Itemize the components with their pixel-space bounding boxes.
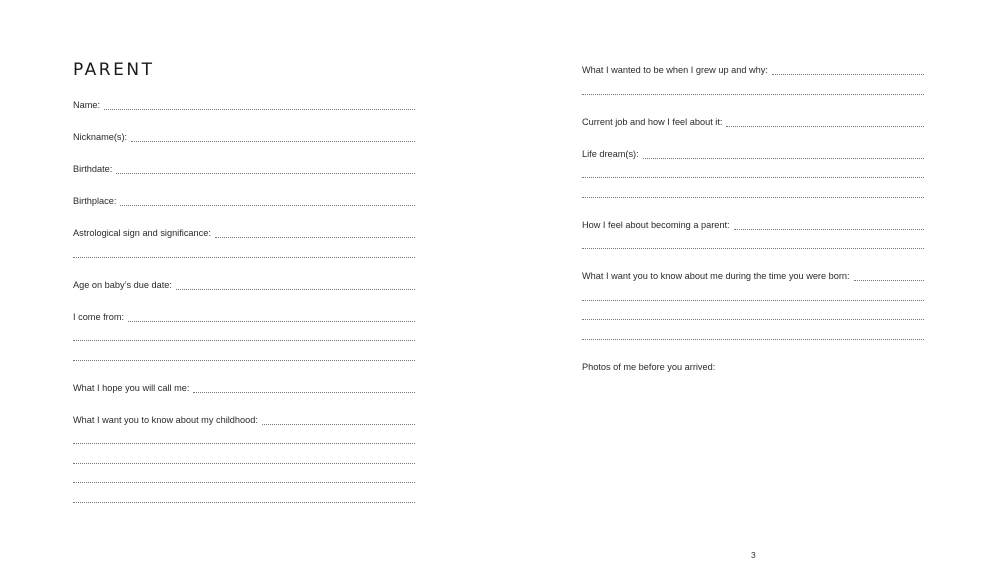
field-label: How I feel about becoming a parent: bbox=[582, 219, 730, 230]
field-age-on-babys-due-date[interactable] bbox=[73, 279, 415, 291]
fill-in-line[interactable] bbox=[73, 481, 415, 483]
fill-in-line-continued[interactable] bbox=[73, 492, 415, 504]
fill-in-line-continued[interactable] bbox=[73, 247, 415, 259]
field-current-job-and-how-i-feel-about-it[interactable] bbox=[582, 116, 924, 128]
fill-in-line-continued[interactable] bbox=[73, 330, 415, 342]
fill-in-line[interactable] bbox=[120, 204, 415, 206]
field-how-i-feel-about-becoming-a-parent[interactable] bbox=[582, 219, 924, 231]
fill-in-line[interactable] bbox=[73, 339, 415, 341]
field-label: Photos of me before you arrived: bbox=[582, 361, 716, 372]
field-astrological-sign-and-significance[interactable] bbox=[73, 227, 415, 239]
fill-in-line-continued[interactable] bbox=[582, 84, 924, 96]
field-label: Birthdate: bbox=[73, 164, 113, 174]
fill-in-line[interactable] bbox=[131, 140, 415, 142]
fill-in-line-continued[interactable] bbox=[582, 290, 924, 302]
field-photos-of-me-before-you-arrived[interactable] bbox=[582, 361, 924, 373]
fill-in-line[interactable] bbox=[582, 247, 924, 249]
field-label: Astrological sign and significance: bbox=[73, 228, 211, 238]
page-title: PARENT bbox=[73, 60, 155, 80]
page-number: 3 bbox=[751, 550, 756, 560]
fill-in-line[interactable] bbox=[582, 176, 924, 178]
fill-in-line-continued[interactable] bbox=[73, 350, 415, 362]
field-label: What I want you to know about my childhood: bbox=[73, 414, 258, 425]
fill-in-line-continued[interactable] bbox=[73, 433, 415, 445]
fill-in-line-continued[interactable] bbox=[582, 309, 924, 321]
field-i-come-from[interactable] bbox=[73, 311, 415, 323]
fill-in-line[interactable] bbox=[104, 108, 415, 110]
field-label: What I hope you will call me: bbox=[73, 382, 190, 393]
fill-in-line[interactable] bbox=[215, 236, 415, 238]
field-birthplace[interactable] bbox=[73, 195, 415, 207]
fill-in-line[interactable] bbox=[582, 93, 924, 95]
fill-in-line[interactable] bbox=[176, 288, 415, 290]
fill-in-line[interactable] bbox=[128, 320, 415, 322]
field-label: Name: bbox=[73, 100, 101, 110]
field-label: Birthplace: bbox=[73, 196, 117, 206]
field-label: Age on baby’s due date: bbox=[73, 279, 172, 290]
fill-in-line-continued[interactable] bbox=[582, 187, 924, 199]
field-nickname-s[interactable] bbox=[73, 131, 415, 143]
fill-in-line[interactable] bbox=[643, 157, 924, 159]
field-what-i-wanted-to-be-when-i-grew-up-and-why[interactable] bbox=[582, 64, 924, 76]
field-label: What I wanted to be when I grew up and why: bbox=[582, 65, 768, 75]
field-label: Current job and how I feel about it: bbox=[582, 116, 723, 127]
field-birthdate[interactable] bbox=[73, 163, 415, 175]
fill-in-line-continued[interactable] bbox=[582, 238, 924, 250]
fill-in-line-continued[interactable] bbox=[73, 472, 415, 484]
fill-in-line[interactable] bbox=[73, 256, 415, 258]
fill-in-line-continued[interactable] bbox=[73, 453, 415, 465]
fill-in-line[interactable] bbox=[582, 196, 924, 198]
field-what-i-hope-you-will-call-me[interactable] bbox=[73, 382, 415, 394]
fill-in-line[interactable] bbox=[734, 228, 924, 230]
fill-in-line[interactable] bbox=[116, 172, 415, 174]
fill-in-line[interactable] bbox=[73, 501, 415, 503]
fill-in-line[interactable] bbox=[73, 359, 415, 361]
field-what-i-want-you-to-know-about-my-childhood[interactable] bbox=[73, 414, 415, 426]
field-life-dream-s[interactable] bbox=[582, 148, 924, 160]
fill-in-line[interactable] bbox=[262, 423, 415, 425]
fill-in-line-continued[interactable] bbox=[582, 167, 924, 179]
fill-in-line[interactable] bbox=[582, 299, 924, 301]
field-name[interactable] bbox=[73, 99, 415, 111]
fill-in-line[interactable] bbox=[582, 318, 924, 320]
fill-in-line[interactable] bbox=[73, 442, 415, 444]
field-label: What I want you to know about me during the time you were born: bbox=[582, 271, 850, 281]
fill-in-line[interactable] bbox=[582, 338, 924, 340]
fill-in-line[interactable] bbox=[193, 391, 415, 393]
fill-in-line-continued[interactable] bbox=[582, 329, 924, 341]
field-label: Nickname(s): bbox=[73, 132, 128, 142]
fill-in-line[interactable] bbox=[726, 125, 924, 127]
fill-in-line[interactable] bbox=[73, 462, 415, 464]
field-label: I come from: bbox=[73, 311, 125, 322]
fill-in-line[interactable] bbox=[772, 73, 924, 75]
field-label: Life dream(s): bbox=[582, 148, 639, 159]
fill-in-line[interactable] bbox=[854, 279, 924, 281]
field-what-i-want-you-to-know-about-me-during-the-time-you-were-born[interactable] bbox=[582, 270, 924, 282]
